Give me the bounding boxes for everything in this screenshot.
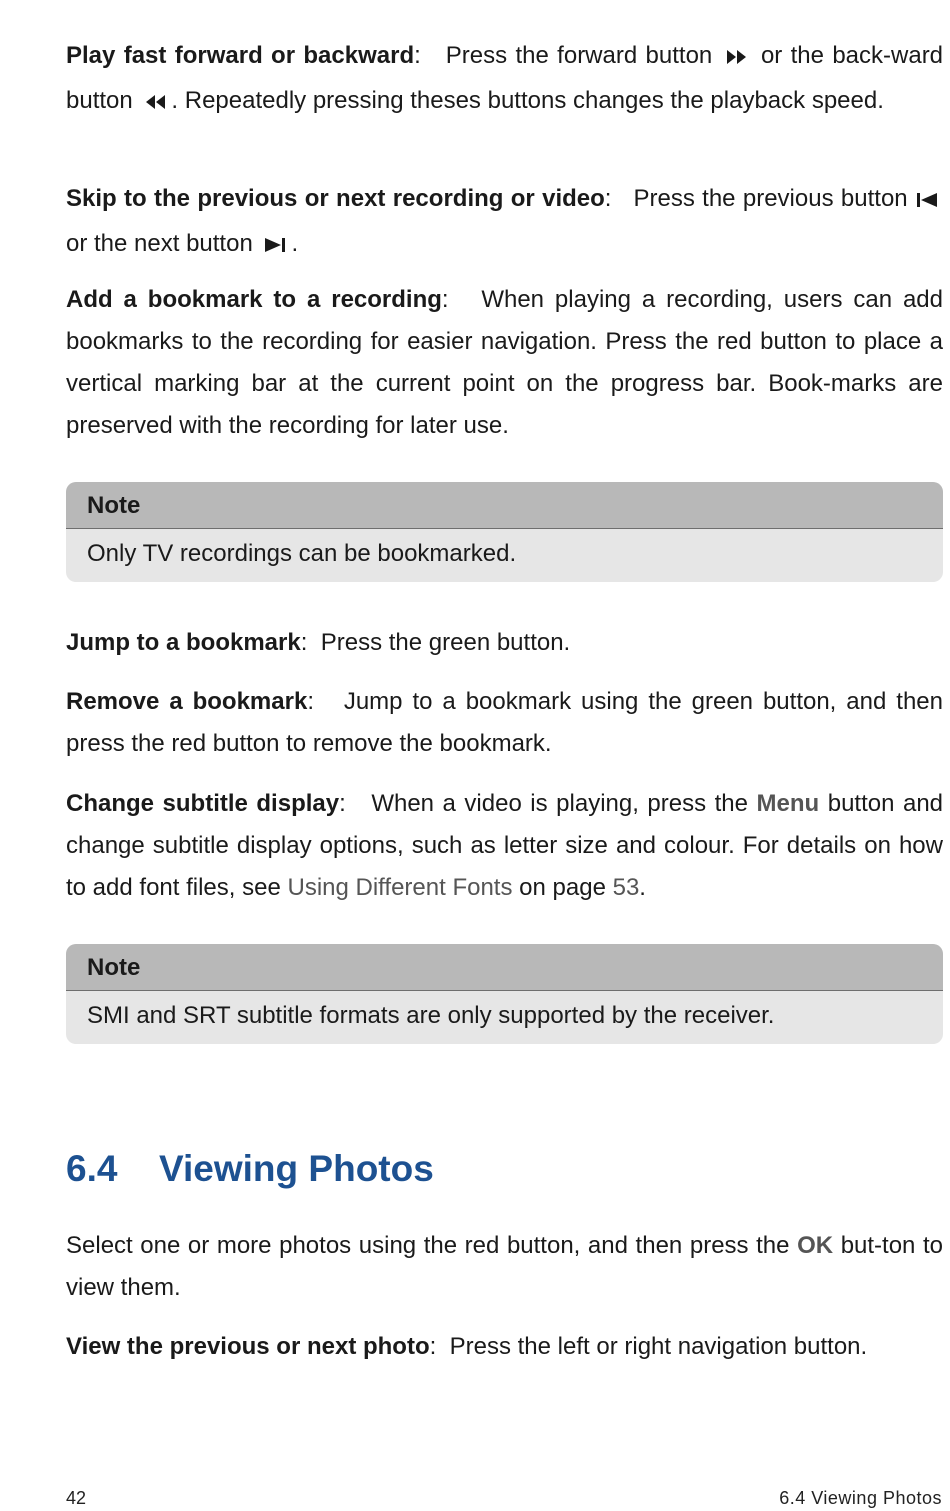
paragraph-remove-bookmark: Remove a bookmark: Jump to a bookmark using the green button, and then press the red button to remove the bookmark. xyxy=(66,688,943,757)
text: but-ton to view them. xyxy=(66,1232,944,1301)
text: . xyxy=(639,874,646,901)
text: Press the green button. xyxy=(320,629,571,656)
menu-button-label: Menu xyxy=(756,790,820,817)
section-heading xyxy=(66,1148,434,1190)
page-reference-link[interactable]: 53 xyxy=(612,874,640,901)
running-header: 6.4 Viewing Photos xyxy=(779,1488,942,1508)
term: Remove a bookmark xyxy=(66,688,308,715)
cross-reference-link[interactable]: Using Different Fonts xyxy=(287,874,513,901)
text: or the back-ward button xyxy=(66,42,944,114)
text: Select one or more photos using the red button, and then press the xyxy=(66,1232,790,1259)
skip-previous-icon xyxy=(915,181,939,223)
note-text: SMI and SRT subtitle formats are only supported by the receiver. xyxy=(87,1002,775,1029)
paragraph-jump-bookmark: Jump to a bookmark: Press the green button. xyxy=(66,629,571,656)
paragraph-add-bookmark: Add a bookmark to a recording: When playing a recording, users can add bookmarks to the recording for easier navigation. Press the red button to place a vertical marking bar at the current point on the progress bar. Book-marks are preserved with the recording for later use. xyxy=(66,286,943,439)
text: or the next button xyxy=(66,230,253,257)
section-number: 6.4 xyxy=(66,1148,118,1189)
rewind-icon xyxy=(143,83,167,125)
ok-button-label: OK xyxy=(797,1232,834,1259)
fast-forward-icon xyxy=(725,38,749,80)
text: button and change subtitle display options, such as letter size and colour. For details on how to add font files, see xyxy=(66,790,944,901)
text: Press the forward button xyxy=(445,42,713,69)
term: Add a bookmark to a recording xyxy=(66,286,442,313)
note-title: Note xyxy=(66,482,943,529)
text: Press the left or right navigation button. xyxy=(449,1333,868,1360)
text: Jump to a bookmark using the green button, and then press the red button to remove the bookmark. xyxy=(66,688,943,757)
paragraph-view-photo: View the previous or next photo: Press the left or right navigation button. xyxy=(66,1333,868,1360)
note-box xyxy=(66,944,943,1044)
note-text: Only TV recordings can be bookmarked. xyxy=(87,540,517,567)
paragraph-subtitles: Change subtitle display: When a video is playing, press the Menu button and change subtitle display options, such as letter size and colour. For details on how to add font files, see Using Different Fonts on page 53. xyxy=(66,790,944,901)
term: Jump to a bookmark xyxy=(66,629,301,656)
term: Change subtitle display xyxy=(66,790,340,817)
paragraph-select-photos xyxy=(66,1225,943,1309)
skip-next-icon xyxy=(263,226,287,268)
paragraph-fast-forward: Play fast forward or backward: Press the forward button or the back-ward button . Repeatedly pressing theses buttons changes the playback speed. xyxy=(66,35,943,125)
text: . xyxy=(291,230,299,257)
text: on page xyxy=(519,874,606,901)
page-number: 42 xyxy=(66,1488,87,1508)
term: Play fast forward or backward xyxy=(66,42,415,69)
text: Press the previous button xyxy=(633,185,908,212)
paragraph-skip: Skip to the previous or next recording or video: Press the previous button or the next button . xyxy=(66,178,943,268)
text: When a video is playing, press the xyxy=(371,790,748,817)
note-title: Note xyxy=(66,944,943,991)
section-title: Viewing Photos xyxy=(159,1148,434,1189)
text: . Repeatedly pressing theses buttons changes the playback speed. xyxy=(171,87,884,114)
term: View the previous or next photo xyxy=(66,1333,430,1360)
note-box xyxy=(66,482,943,582)
term: Skip to the previous or next recording or video xyxy=(66,185,605,212)
text: When playing a recording, users can add bookmarks to the recording for easier navigation. Press the red button to place a vertical marking bar at the current point on the progress bar. Book-marks are preserved with the recording for later use. xyxy=(66,286,943,439)
